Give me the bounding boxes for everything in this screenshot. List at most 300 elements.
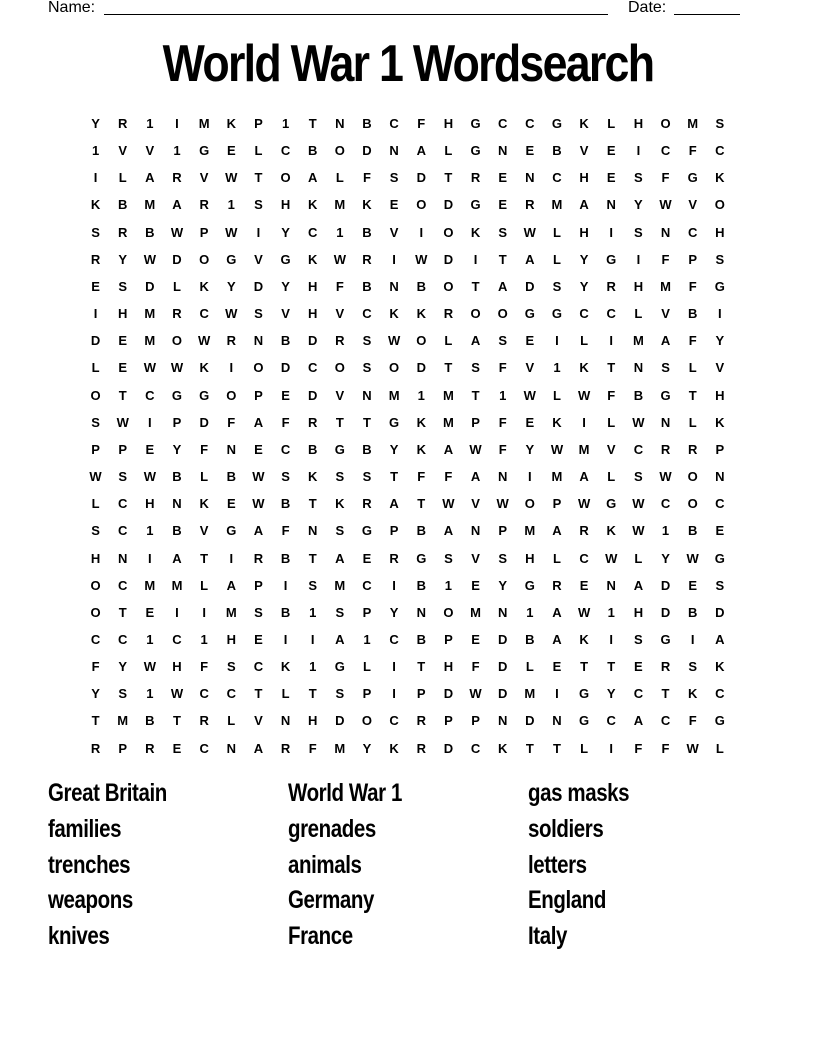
grid-row [82,413,733,440]
grid-cell: Y [634,197,643,213]
grid-cell: K [715,659,725,675]
grid-cell: 1 [336,224,344,240]
grid-cell: R [362,496,372,512]
grid-cell: I [392,659,396,675]
grid-cell: C [389,116,399,131]
grid-cell: I [283,577,288,593]
grid-cell: D [145,278,155,294]
grid-cell: D [253,278,264,294]
grid-cell: A [335,631,345,647]
grid-cell: K [199,360,209,376]
grid-cell: C [308,224,318,240]
grid-row [82,304,733,331]
grid-cell: H [308,278,318,294]
grid-row [82,739,733,766]
grid-cell: P [254,577,263,593]
grid-cell: Y [389,604,399,620]
grid-row [82,440,733,467]
grid-cell: I [148,550,152,566]
word-list-item: trenches [48,850,131,879]
grid-cell: C [280,143,291,159]
grid-cell: C [362,577,372,593]
grid-cell: P [362,604,372,620]
grid-cell: F [200,659,209,675]
grid-cell: W [170,360,184,376]
grid-cell: H [118,306,128,322]
grid-cell: W [550,441,564,457]
grid-cell: R [90,251,101,267]
page-title: World War 1 Wordsearch [162,35,654,93]
grid-cell: O [90,604,101,620]
grid-cell: 1 [173,143,181,159]
grid-cell: S [91,224,100,240]
grid-cell: Y [661,550,670,566]
grid-cell: S [444,550,453,566]
grid-cell: D [715,604,725,620]
grid-cell: W [333,251,346,267]
word-list-item: knives [48,922,110,951]
grid-cell: 1 [499,387,507,403]
grid-cell: H [633,604,644,620]
grid-cell: T [173,713,181,729]
grid-cell: A [552,523,562,539]
grid-cell: H [579,170,589,186]
grid-cell: D [443,686,454,702]
grid-cell: F [281,523,290,539]
grid-cell: S [281,469,290,485]
grid-cell: B [280,333,291,349]
grid-cell: K [579,631,589,647]
grid-cell: I [555,333,559,349]
grid-cell: B [362,116,372,131]
grid-cell: G [199,387,210,403]
grid-cell: 1 [146,686,154,702]
grid-row [82,358,733,385]
grid-cell: S [634,469,643,485]
grid-cell: L [580,740,589,756]
grid-cell: R [280,740,291,756]
grid-cell: P [498,523,508,539]
grid-cell: T [200,550,209,566]
grid-row [82,141,733,168]
word-list-item: gas masks [528,779,630,807]
grid-cell: K [579,116,589,131]
grid-cell: K [606,523,616,539]
grid-cell: H [579,224,589,240]
grid-cell: P [552,496,562,512]
grid-cell: K [308,197,318,213]
grid-cell: A [579,469,589,485]
grid-row [82,195,733,222]
grid-cell: A [443,441,454,457]
grid-cell: M [144,333,156,349]
grid-cell: I [283,631,288,647]
grid-cell: K [335,496,345,512]
grid-cell: W [632,523,645,539]
grid-cell: C [497,116,508,131]
grid-cell: S [552,278,562,294]
grid-cell: P [118,441,128,457]
grid-cell: B [145,224,155,240]
grid-cell: G [334,441,345,457]
grid-cell: O [226,387,237,403]
grid-cell: M [334,197,346,213]
grid-cell: Y [606,686,616,702]
grid-cell: P [416,686,426,702]
grid-cell: E [715,523,725,539]
grid-cell: K [308,251,318,267]
grid-cell: E [91,278,100,294]
grid-cell: H [525,550,535,566]
grid-cell: F [688,333,697,349]
grid-cell: L [91,360,100,376]
grid-cell: W [605,550,618,566]
grid-cell: R [199,197,209,213]
grid-cell: B [687,306,698,322]
grid-cell: C [660,143,671,159]
grid-cell: C [660,713,671,729]
grid-cell: G [470,116,481,131]
grid-cell: K [497,740,508,756]
grid-cell: L [634,550,643,566]
grid-cell: W [686,550,699,566]
grid-cell: R [579,523,589,539]
grid-cell: G [199,143,210,159]
grid-cell: P [471,414,480,430]
grid-cell: I [392,251,396,267]
grid-cell: B [416,278,426,294]
word-column [288,776,508,955]
grid-cell: S [91,523,100,539]
grid-cell: G [171,387,183,403]
grid-cell: C [579,550,589,566]
grid-cell: E [118,333,128,349]
grid-cell: D [497,659,508,675]
grid-cell: C [687,224,698,240]
grid-cell: I [609,333,614,349]
grid-cell: L [634,306,643,322]
grid-cell: F [335,278,344,294]
grid-cell: B [552,143,562,159]
grid-cell: F [661,170,670,186]
word-list-item: Great Britain [48,779,167,807]
grid-cell: S [335,686,345,702]
grid-cell: Y [281,278,290,294]
grid-cell: Y [118,251,128,267]
grid-cell: M [442,387,454,403]
grid-cell: I [636,143,641,159]
grid-cell: D [497,631,508,647]
word-list-item: France [288,922,353,951]
grid-cell: F [688,713,697,729]
grid-cell: W [225,224,238,240]
grid-cell: C [253,659,264,675]
grid-cell: C [118,523,128,539]
grid-cell: N [172,496,182,512]
grid-cell: S [226,659,236,675]
grid-cell: I [609,740,614,756]
grid-cell: C [308,360,318,376]
grid-cell: S [362,360,372,376]
grid-cell: R [443,306,454,322]
grid-cell: N [497,143,508,159]
word-list-item: animals [288,850,362,879]
grid-row [82,576,733,603]
grid-cell: T [254,686,263,702]
grid-cell: C [226,686,236,702]
grid-cell: D [199,414,209,430]
grid-cell: E [254,441,263,457]
grid-cell: Y [362,740,372,756]
word-list-item: World War 1 [288,779,402,807]
grid-cell: A [389,496,399,512]
grid-cell: V [199,523,209,539]
grid-cell: D [172,251,182,267]
word-list-item: weapons [48,886,133,915]
grid-cell: W [496,496,509,512]
grid-cell: 1 [146,631,154,647]
grid-cell: C [633,686,644,702]
grid-cell: O [443,278,454,294]
grid-cell: F [363,170,371,186]
grid-row [82,657,733,684]
grid-cell: H [308,713,318,729]
grid-cell: I [148,414,152,430]
grid-cell: T [363,414,371,430]
grid-cell: W [116,414,129,430]
grid-cell: I [202,604,206,620]
grid-cell: M [660,278,671,294]
grid-cell: D [308,387,318,403]
grid-cell: I [555,686,559,702]
grid-cell: K [552,414,562,430]
grid-cell: A [470,333,481,349]
grid-cell: K [308,469,318,485]
grid-cell: N [606,577,616,593]
grid-cell: F [661,740,670,756]
word-list-item: families [48,814,122,843]
grid-cell: F [634,740,643,756]
grid-cell: L [688,414,697,430]
grid-cell: W [659,469,672,485]
grid-cell: E [145,441,155,457]
grid-cell: L [363,659,371,675]
word-list-item: Germany [288,886,375,915]
grid-cell: H [172,659,182,675]
grid-cell: L [200,577,209,593]
grid-cell: F [91,659,100,675]
grid-cell: Y [579,251,589,267]
grid-cell: 1 [309,604,317,620]
grid-cell: S [335,604,345,620]
grid-cell: C [199,306,209,322]
grid-cell: F [471,659,480,675]
grid-cell: C [715,496,725,512]
grid-cell: N [253,333,264,349]
word-list-item: soldiers [528,814,604,843]
grid-cell: A [579,197,589,213]
grid-cell: F [607,387,616,403]
grid-cell: L [227,713,236,729]
grid-cell: A [552,631,562,647]
grid-row [82,603,733,630]
grid-cell: S [715,577,725,593]
grid-cell: I [609,224,614,240]
grid-cell: N [308,523,318,539]
grid-cell: T [444,170,453,186]
grid-cell: B [280,604,291,620]
grid-cell: B [362,278,372,294]
grid-cell: T [118,604,127,620]
grid-cell: H [226,631,236,647]
grid-cell: A [552,604,562,620]
grid-cell: 1 [363,631,371,647]
grid-cell: S [335,523,345,539]
grid-cell: O [389,360,400,376]
grid-cell: N [552,713,562,729]
grid-cell: V [579,143,589,159]
grid-cell: Y [389,441,399,457]
grid-cell: D [416,170,426,186]
grid-cell: H [715,224,725,240]
grid-cell: C [552,170,562,186]
grid-cell: C [389,713,399,729]
grid-cell: A [253,414,264,430]
grid-cell: W [469,686,482,702]
grid-cell: F [227,414,236,430]
grid-cell: Y [118,659,128,675]
grid-cell: E [471,577,480,593]
grid-cell: L [552,387,561,403]
grid-cell: T [471,278,480,294]
grid-cell: W [442,496,455,512]
grid-cell: B [687,604,698,620]
grid-cell: B [280,550,291,566]
grid-cell: C [199,740,209,756]
grid-cell: Y [91,116,100,131]
grid-cell: T [335,414,344,430]
grid-cell: Y [498,577,508,593]
grid-cell: D [525,278,535,294]
grid-cell: D [660,604,671,620]
grid-row [82,250,733,277]
grid-cell: C [715,143,725,159]
grid-cell: B [416,577,426,593]
grid-cell: I [419,224,424,240]
grid-cell: E [525,143,535,159]
grid-cell: D [443,740,454,756]
grid-cell: C [118,577,128,593]
grid-cell: P [444,713,453,729]
grid-cell: B [172,523,182,539]
grid-cell: A [633,577,644,593]
grid-cell: O [443,604,454,620]
grid-cell: F [417,116,426,131]
grid-cell: Y [226,278,236,294]
grid-cell: G [660,631,671,647]
grid-cell: L [607,414,616,430]
grid-cell: O [660,116,671,131]
grid-cell: B [525,631,535,647]
grid-cell: O [497,306,508,322]
grid-cell: D [335,713,345,729]
grid-cell: G [470,143,481,159]
grid-cell: C [389,631,399,647]
grid-cell: M [171,577,183,593]
grid-cell: I [473,251,478,267]
grid-cell: W [632,496,645,512]
grid-cell: M [687,116,699,131]
grid-cell: O [687,496,698,512]
grid-cell: H [280,197,291,213]
grid-cell: V [199,170,209,186]
grid-cell: R [660,659,671,675]
grid-cell: P [199,224,209,240]
grid-cell: H [443,659,454,675]
grid-cell: 1 [417,387,425,403]
grid-cell: S [715,251,725,267]
date-blank-line [674,14,740,15]
grid-cell: O [416,333,427,349]
grid-cell: T [417,659,426,675]
grid-cell: V [118,143,128,159]
grid-cell: 1 [200,631,208,647]
grid-cell: E [145,604,155,620]
grid-cell: W [143,659,156,675]
grid-cell: S [362,333,372,349]
grid-cell: F [498,441,507,457]
grid-cell: D [280,360,291,376]
grid-cell: I [582,414,586,430]
grid-cell: A [253,740,264,756]
grid-cell: L [688,360,697,376]
grid-cell: 1 [281,116,290,131]
grid-cell: L [552,224,561,240]
grid-cell: I [636,251,641,267]
grid-cell: A [172,197,182,213]
grid-cell: W [523,387,536,403]
grid-cell: T [607,360,616,376]
grid-cell: W [577,387,591,403]
grid-cell: R [606,278,616,294]
grid-cell: S [335,469,345,485]
grid-cell: T [308,550,317,566]
grid-cell: C [633,441,644,457]
grid-row [82,114,733,141]
grid-cell: C [172,631,182,647]
grid-cell: N [416,604,426,620]
grid-cell: A [443,523,454,539]
grid-cell: E [118,360,128,376]
grid-cell: W [170,224,184,240]
grid-cell: F [281,414,290,430]
grid-cell: C [715,686,725,702]
word-list-item: Italy [528,922,567,951]
grid-cell: B [633,387,644,403]
grid-row [82,521,733,548]
grid-cell: P [471,713,480,729]
grid-cell: G [551,116,563,131]
grid-cell: C [362,306,372,322]
grid-cell: E [389,197,399,213]
grid-cell: V [715,360,725,376]
grid-cell: 1 [227,197,235,213]
grid-cell: N [660,414,671,430]
grid-cell: K [362,197,372,213]
grid-row [82,711,733,738]
grid-cell: C [90,631,101,647]
grid-cell: F [688,278,697,294]
